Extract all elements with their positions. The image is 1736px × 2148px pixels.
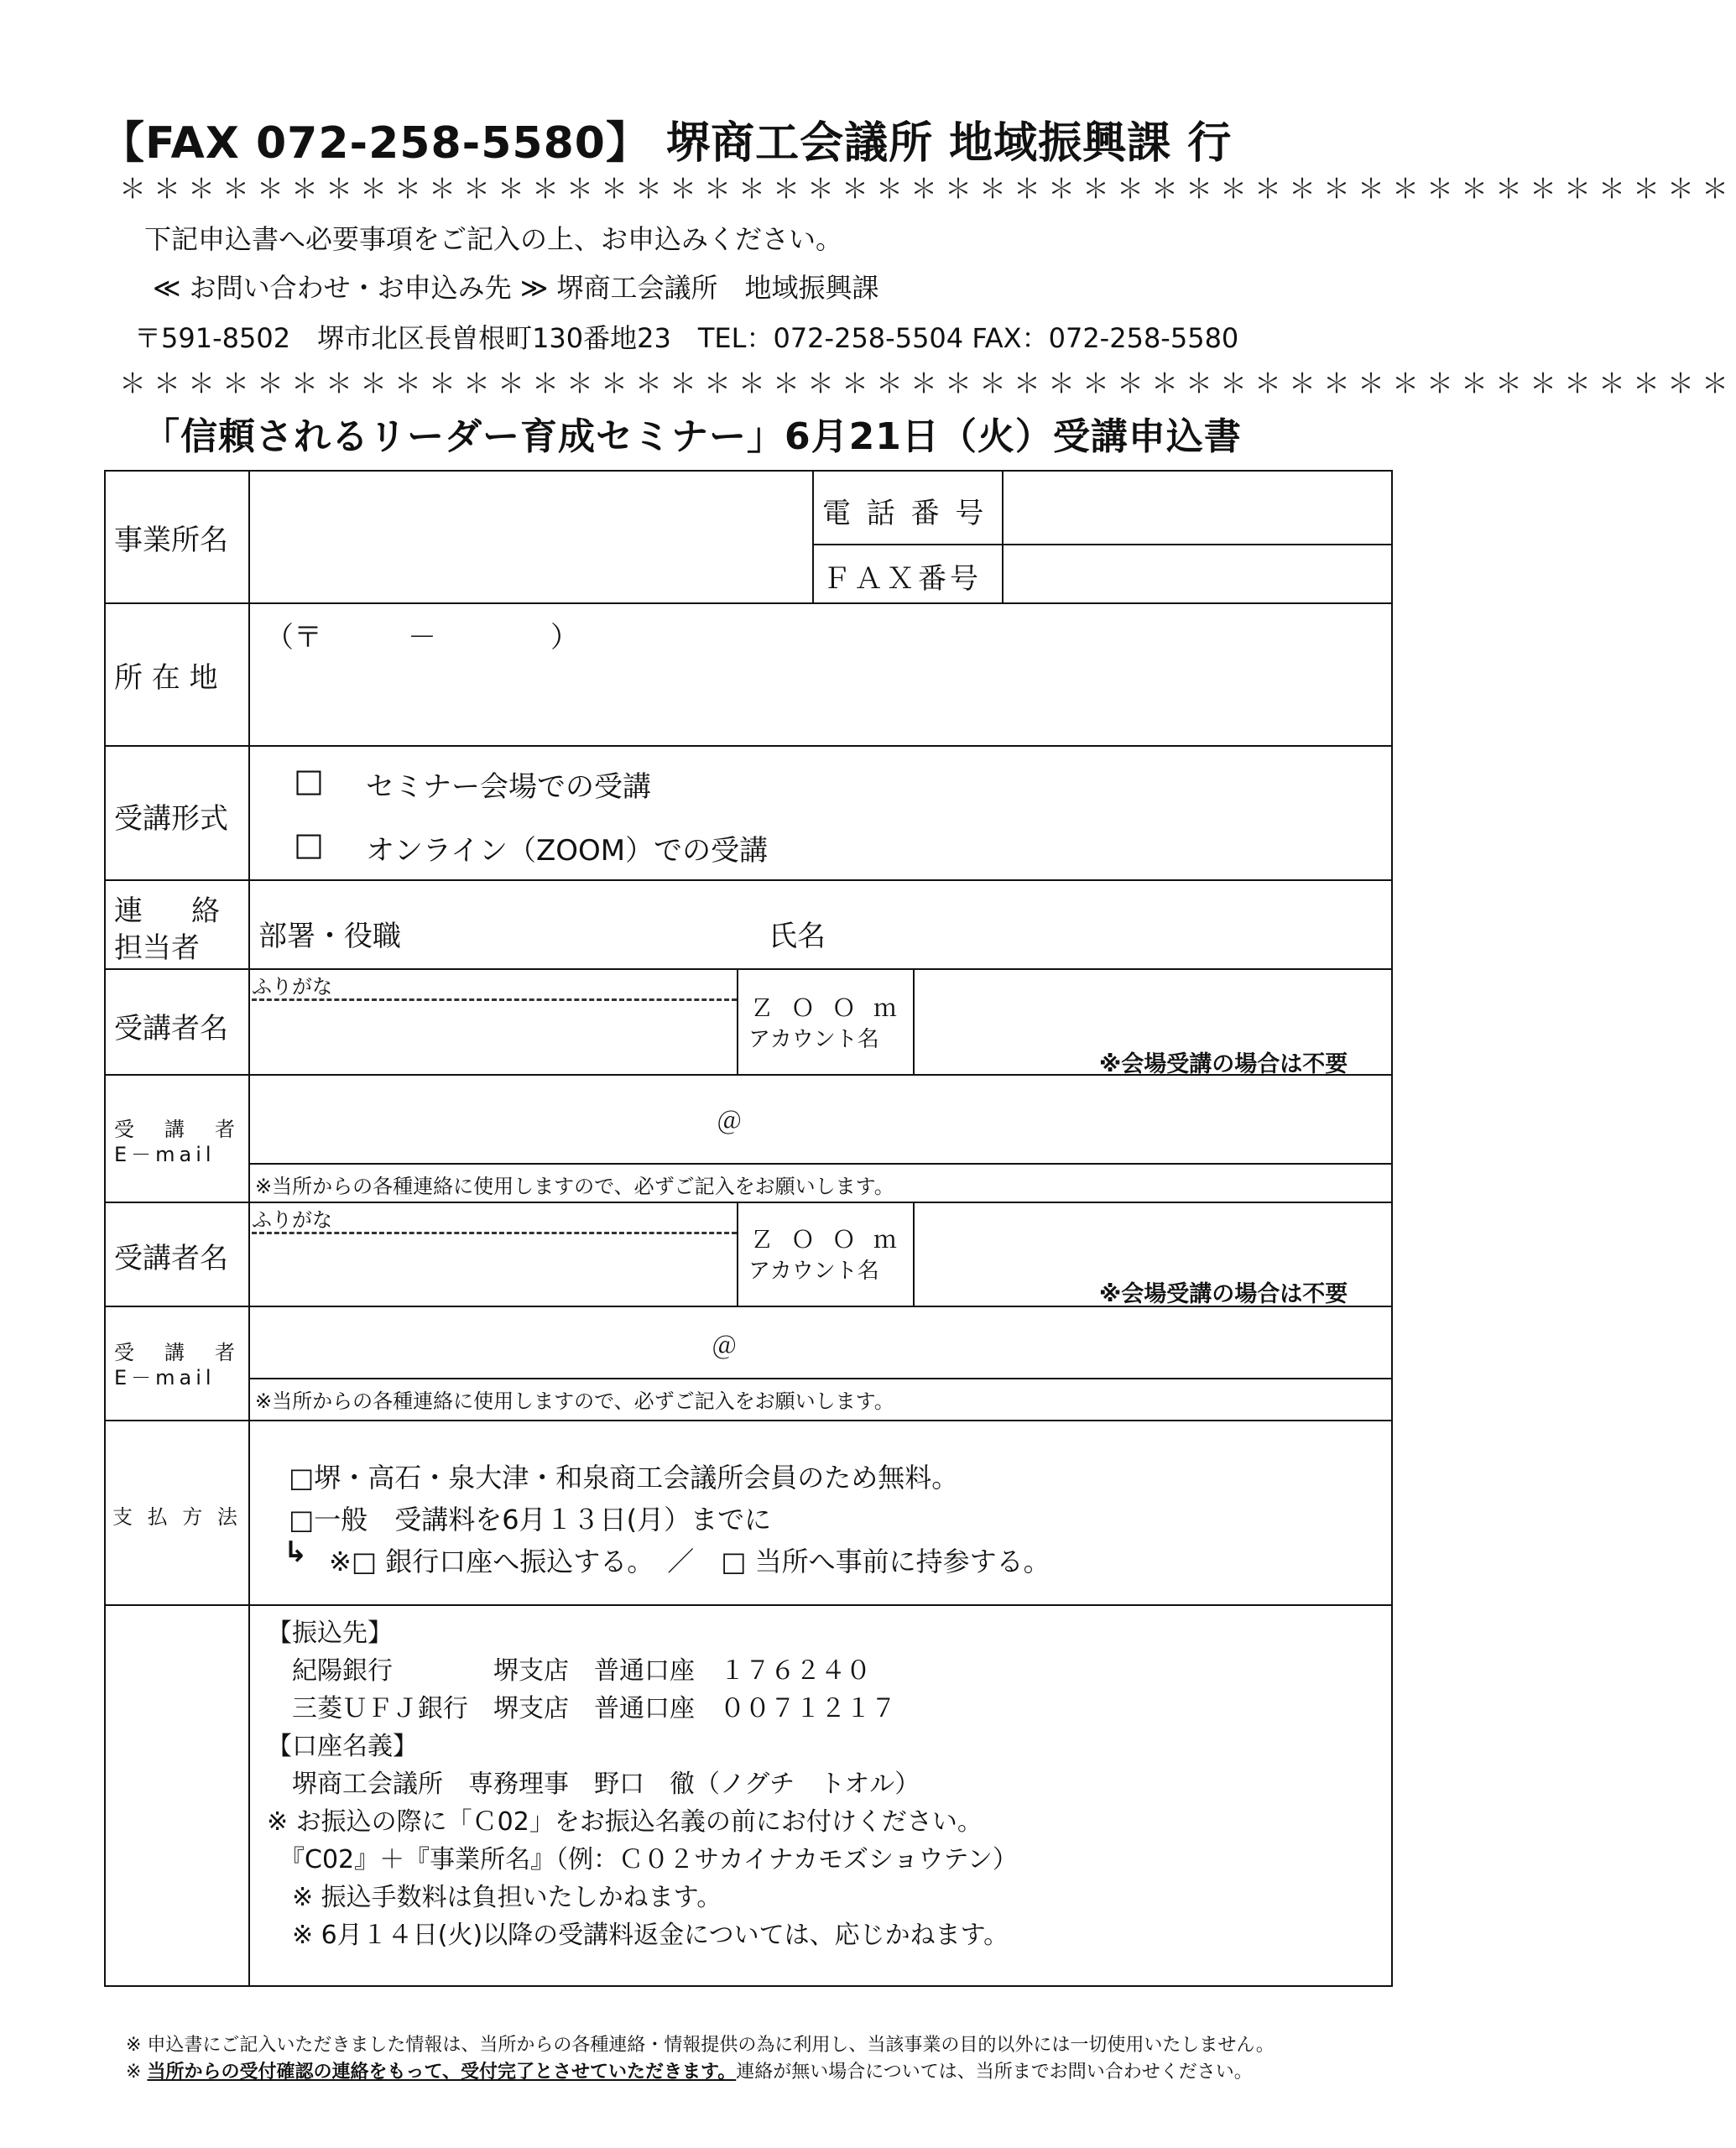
zoom-account-label-2: アカウント名 [748, 1259, 879, 1284]
bank-line: 紀陽銀行 堺支店 普通口座 １７６２４０ [267, 1656, 871, 1686]
arrow-icon: ↳ [284, 1535, 308, 1569]
bank-line: ※ 6月１４日(火)以降の受講料返金については、応じかねます。 [267, 1921, 1009, 1950]
payment-label: 支 払 方 法 [112, 1505, 242, 1529]
attendee-2-name-field[interactable] [252, 1237, 735, 1304]
confirmation-note [126, 2057, 1253, 2083]
attendee-1-furigana-label: ふりがな [252, 975, 332, 998]
email-1-label-line2: E－mail [114, 1143, 216, 1166]
online-option-label: オンライン（ZOOM）での受講 [366, 834, 769, 868]
cell-divider [737, 968, 738, 1074]
row-divider [104, 1420, 1393, 1421]
email-1-label-line1: 受 講 者 [114, 1118, 240, 1141]
row-divider [248, 1163, 1393, 1165]
fax-label: ＦＡＸ番号 [822, 562, 982, 596]
form-title: 「信頼されるリーダー育成セミナー」6月21日（火）受講申込書 [143, 415, 1242, 458]
bank-line: ※ 振込手数料は負担いたしかねます。 [267, 1883, 722, 1912]
fax-title: 【FAX 072-258-5580】 堺商工会議所 地域振興課 行 [101, 118, 1233, 169]
confirmation-note-rest: 連絡が無い場合については、当所までお問い合わせください。 [736, 2062, 1253, 2083]
attendee-1-name-field[interactable] [252, 1004, 735, 1072]
row-divider [104, 745, 1393, 747]
cell-divider [737, 1202, 738, 1306]
email-1-field[interactable] [252, 1077, 1389, 1161]
address-field[interactable] [250, 604, 1391, 743]
attendee-2-label: 受講者名 [114, 1242, 228, 1275]
row-divider [248, 1378, 1393, 1379]
contact-label-line1: 連 絡 [114, 894, 230, 928]
star-divider-top: ＊＊＊＊＊＊＊＊＊＊＊＊＊＊＊＊＊＊＊＊＊＊＊＊＊＊＊＊＊＊＊＊＊＊＊＊＊＊＊＊＊＊＊＊＊＊＊ [119, 173, 1736, 205]
privacy-note: ※ 申込書にご記入いただきました情報は、当所からの各種連絡・情報提供の為に利用し、当該事業の目的以外には一切使用いたしません。 [126, 2035, 1275, 2056]
bank-line: ※ お振込の際に「Ｃ02」をお振込名義の前にお付けください。 [267, 1807, 983, 1837]
cell-divider [812, 470, 814, 602]
furigana-dashed-line [252, 1232, 737, 1234]
instruction-text: 下記申込書へ必要事項をご記入の上、お申込みください。 [144, 223, 843, 255]
email-1-at-mark: ＠ [717, 1108, 742, 1137]
bank-line: 【口座名義】 [267, 1732, 418, 1761]
furigana-dashed-line [252, 998, 737, 1001]
zoom-label-2: Ｚ Ｏ Ｏ ｍ [750, 1226, 902, 1254]
zoom-label-1: Ｚ Ｏ Ｏ ｍ [750, 994, 902, 1022]
bank-line: 堺商工会議所 専務理事 野口 徹（ノグチ トオル） [267, 1770, 920, 1799]
email-2-note: ※当所からの各種連絡に使用しますので、必ずご記入をお願いします。 [255, 1389, 894, 1413]
bank-line: 三菱ＵＦＪ銀行 堺支店 普通口座 ００７１２１７ [267, 1694, 896, 1723]
payment-option-general[interactable]: □一般 受講料を6月１３日(月）までに [289, 1504, 772, 1535]
address-line: 〒591-8502 堺市北区長曽根町130番地23 TEL：072-258-5504 FAX：072-258-5580 [134, 322, 1239, 354]
office-name-label: 事業所名 [114, 524, 228, 557]
row-divider [104, 879, 1393, 881]
postal-code-hint: （〒 － ） [265, 621, 579, 654]
contact-info: ≪ お問い合わせ・お申込み先 ≫ 堺商工会議所 地域振興課 [153, 272, 879, 304]
bank-info [267, 1614, 1018, 1954]
zoom-account-label-1: アカウント名 [748, 1027, 879, 1052]
email-2-field[interactable] [252, 1309, 1389, 1376]
attendee-1-zoom-field[interactable] [915, 970, 1391, 1040]
contact-label-line2: 担当者 [114, 931, 200, 965]
format-label: 受講形式 [114, 802, 228, 836]
email-2-label-line2: E－mail [114, 1366, 216, 1389]
email-1-note: ※当所からの各種連絡に使用しますので、必ずご記入をお願いします。 [255, 1175, 894, 1198]
star-divider-bottom: ＊＊＊＊＊＊＊＊＊＊＊＊＊＊＊＊＊＊＊＊＊＊＊＊＊＊＊＊＊＊＊＊＊＊＊＊＊＊＊＊＊＊＊＊＊＊＊ [119, 368, 1736, 399]
zoom-note-2: ※会場受講の場合は不要 [1099, 1281, 1348, 1307]
online-checkbox[interactable]: □ [294, 826, 324, 863]
confirmation-note-prefix: ※ [126, 2062, 148, 2083]
venue-option-label: セミナー会場での受講 [366, 770, 651, 804]
bank-line: 【振込先】 [267, 1619, 393, 1648]
department-label: 部署・役職 [258, 920, 401, 953]
email-2-at-mark: ＠ [712, 1332, 737, 1362]
office-name-field[interactable] [250, 472, 811, 601]
attendee-2-zoom-field[interactable] [915, 1203, 1391, 1270]
phone-field[interactable] [1004, 472, 1391, 542]
attendee-2-furigana-label: ふりがな [252, 1208, 332, 1232]
payment-option-free[interactable]: □堺・高石・泉大津・和泉商工会議所会員のため無料。 [289, 1462, 959, 1494]
phone-label: 電 話 番 号 [822, 497, 988, 530]
fax-field[interactable] [1004, 545, 1391, 601]
address-label: 所 在 地 [114, 661, 218, 695]
payment-option-method[interactable]: ※□ 銀行口座へ振込する。 ／ □ 当所へ事前に持参する。 [329, 1546, 1050, 1577]
row-divider [104, 1604, 1393, 1606]
zoom-note-1: ※会場受講の場合は不要 [1099, 1051, 1348, 1077]
email-2-label-line1: 受 講 者 [114, 1341, 240, 1364]
confirmation-note-bold: 当所からの受付確認の連絡をもって、受付完了とさせていただきます。 [147, 2062, 737, 2083]
bank-line: 『C02』＋『事業所名』（例：Ｃ０２サカイナカモズショウテン） [267, 1845, 1018, 1874]
person-name-label: 氏名 [769, 920, 826, 953]
attendee-1-label: 受講者名 [114, 1012, 228, 1045]
venue-checkbox[interactable]: □ [294, 762, 324, 799]
